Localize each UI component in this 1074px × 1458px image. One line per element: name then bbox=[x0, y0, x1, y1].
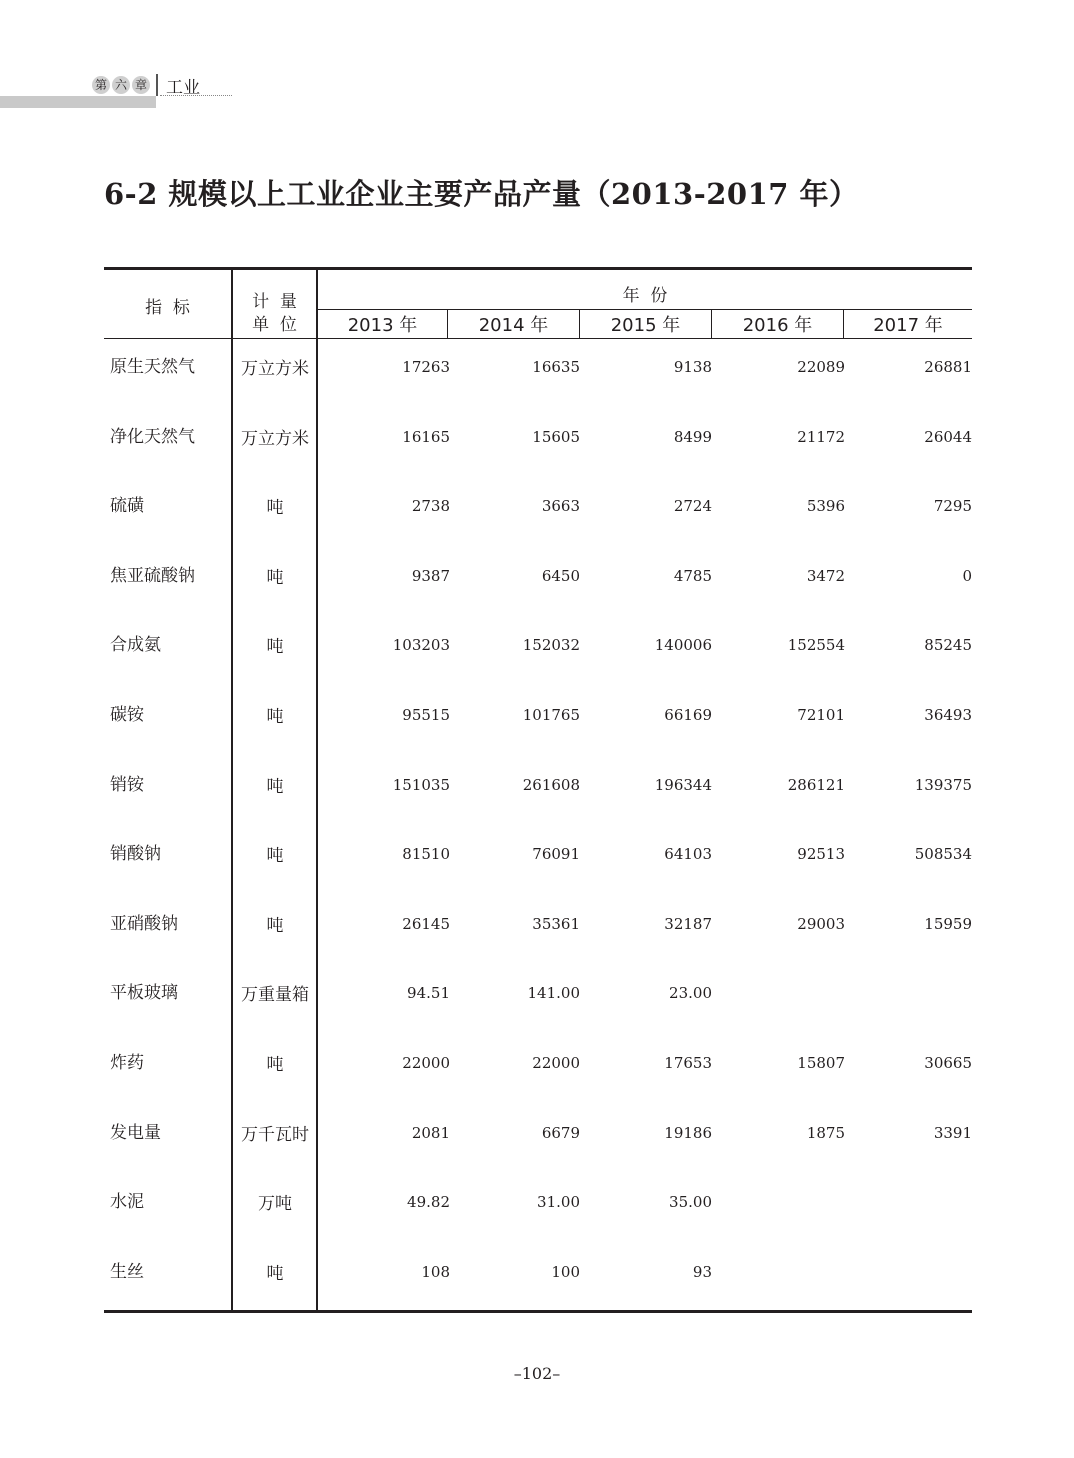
value-cell: 22000 bbox=[402, 1054, 450, 1072]
value-cell: 9138 bbox=[673, 358, 712, 376]
unit-cell: 吨 bbox=[266, 637, 284, 657]
indicator-name: 发电量 bbox=[110, 1123, 161, 1143]
header-indicator: 指 标 bbox=[145, 298, 190, 318]
value-cell: 30665 bbox=[924, 1054, 972, 1072]
indicator-name: 水泥 bbox=[110, 1192, 144, 1212]
value-cell: 286121 bbox=[787, 776, 845, 794]
value-cell: 2081 bbox=[411, 1124, 450, 1142]
table-top-rule bbox=[104, 267, 972, 270]
year-header: 2017 年 bbox=[873, 315, 943, 336]
value-cell: 0 bbox=[962, 567, 972, 585]
header-bottom-rule bbox=[104, 338, 972, 339]
value-cell: 95515 bbox=[402, 706, 450, 724]
indicator-name: 硫磺 bbox=[110, 496, 144, 516]
indicator-name: 炸药 bbox=[110, 1053, 144, 1073]
header-band bbox=[0, 96, 156, 108]
table-row bbox=[104, 1257, 972, 1287]
unit-cell: 吨 bbox=[266, 846, 284, 866]
table-row bbox=[104, 352, 972, 382]
indicator-name: 销铵 bbox=[110, 775, 144, 795]
year-header: 2013 年 bbox=[347, 315, 418, 336]
indicator-name: 平板玻璃 bbox=[110, 983, 178, 1003]
value-cell: 17653 bbox=[664, 1054, 712, 1072]
indicator-name: 销酸钠 bbox=[110, 844, 161, 864]
unit-cell: 吨 bbox=[266, 777, 284, 797]
chapter-badge bbox=[92, 74, 150, 96]
value-cell: 16165 bbox=[402, 428, 450, 446]
value-cell: 81510 bbox=[402, 845, 450, 863]
table-row bbox=[104, 491, 972, 521]
indicator-name: 亚硝酸钠 bbox=[110, 914, 178, 934]
value-cell: 1875 bbox=[806, 1124, 845, 1142]
unit-cell: 万立方米 bbox=[241, 429, 309, 449]
value-cell: 66169 bbox=[664, 706, 712, 724]
value-cell: 3472 bbox=[806, 567, 845, 585]
indicator-name: 焦亚硫酸钠 bbox=[110, 566, 195, 586]
value-cell: 31.00 bbox=[537, 1193, 580, 1211]
header-year-group: 年 份 bbox=[622, 286, 668, 306]
value-cell: 35361 bbox=[532, 915, 580, 933]
value-cell: 93 bbox=[692, 1263, 712, 1281]
value-cell: 64103 bbox=[664, 845, 712, 863]
value-cell: 2738 bbox=[411, 497, 450, 515]
value-cell: 94.51 bbox=[407, 984, 450, 1002]
page-title: 6-2 规模以上工业企业主要产品产量（2013-2017 年） bbox=[104, 177, 859, 211]
indicator-name: 合成氨 bbox=[110, 635, 161, 655]
unit-cell: 万吨 bbox=[258, 1194, 292, 1214]
table-row bbox=[104, 770, 972, 800]
value-cell: 29003 bbox=[797, 915, 845, 933]
table-row bbox=[104, 422, 972, 452]
value-cell: 140006 bbox=[654, 636, 712, 654]
table-bottom-rule bbox=[104, 1310, 972, 1313]
header-unit-line1: 计 量 bbox=[252, 292, 297, 312]
value-cell: 139375 bbox=[914, 776, 972, 794]
value-cell: 22089 bbox=[797, 358, 845, 376]
value-cell: 4785 bbox=[673, 567, 712, 585]
value-cell: 9387 bbox=[411, 567, 450, 585]
value-cell: 15605 bbox=[532, 428, 580, 446]
table-row bbox=[104, 561, 972, 591]
value-cell: 22000 bbox=[532, 1054, 580, 1072]
value-cell: 5396 bbox=[806, 497, 845, 515]
value-cell: 152554 bbox=[787, 636, 845, 654]
value-cell: 15807 bbox=[797, 1054, 845, 1072]
value-cell: 36493 bbox=[924, 706, 972, 724]
table-row bbox=[104, 630, 972, 660]
chapter-separator bbox=[156, 74, 158, 96]
indicator-name: 原生天然气 bbox=[110, 357, 195, 377]
value-cell: 23.00 bbox=[669, 984, 712, 1002]
value-cell: 49.82 bbox=[407, 1193, 450, 1211]
value-cell: 19186 bbox=[664, 1124, 712, 1142]
value-cell: 35.00 bbox=[669, 1193, 712, 1211]
year-header: 2016 年 bbox=[742, 315, 813, 336]
header-unit-line2: 单 位 bbox=[252, 315, 297, 335]
value-cell: 26044 bbox=[924, 428, 972, 446]
year-header: 2015 年 bbox=[610, 315, 681, 336]
year-header: 2014 年 bbox=[478, 315, 549, 336]
value-cell: 32187 bbox=[664, 915, 712, 933]
value-cell: 3663 bbox=[541, 497, 580, 515]
unit-cell: 吨 bbox=[266, 916, 284, 936]
value-cell: 108 bbox=[421, 1263, 450, 1281]
header-dotted-rule bbox=[160, 95, 232, 96]
value-cell: 7295 bbox=[933, 497, 972, 515]
table-row bbox=[104, 1118, 972, 1148]
chapter-char: 第 bbox=[92, 76, 110, 94]
value-cell: 92513 bbox=[797, 845, 845, 863]
table-row bbox=[104, 700, 972, 730]
table-row bbox=[104, 1187, 972, 1217]
value-cell: 151035 bbox=[392, 776, 450, 794]
value-cell: 15959 bbox=[924, 915, 972, 933]
value-cell: 196344 bbox=[654, 776, 712, 794]
unit-cell: 吨 bbox=[266, 1055, 284, 1075]
value-cell: 17263 bbox=[402, 358, 450, 376]
unit-cell: 万重量箱 bbox=[241, 985, 309, 1005]
unit-cell: 吨 bbox=[266, 707, 284, 727]
value-cell: 100 bbox=[551, 1263, 580, 1281]
value-cell: 508534 bbox=[914, 845, 972, 863]
value-cell: 8499 bbox=[673, 428, 712, 446]
indicator-name: 碳铵 bbox=[110, 705, 144, 725]
header-subrule bbox=[318, 309, 972, 310]
table-row bbox=[104, 839, 972, 869]
value-cell: 26881 bbox=[924, 358, 972, 376]
page-number: –102– bbox=[513, 1364, 561, 1383]
unit-cell: 万千瓦时 bbox=[241, 1125, 309, 1145]
value-cell: 16635 bbox=[532, 358, 580, 376]
unit-cell: 吨 bbox=[266, 568, 284, 588]
unit-cell: 吨 bbox=[266, 498, 284, 518]
unit-cell: 吨 bbox=[266, 1264, 284, 1284]
unit-cell: 万立方米 bbox=[241, 359, 309, 379]
table-row bbox=[104, 978, 972, 1008]
value-cell: 85245 bbox=[924, 636, 972, 654]
value-cell: 2724 bbox=[673, 497, 712, 515]
value-cell: 6679 bbox=[541, 1124, 580, 1142]
indicator-name: 生丝 bbox=[110, 1262, 144, 1282]
value-cell: 141.00 bbox=[527, 984, 580, 1002]
chapter-char: 章 bbox=[132, 76, 150, 94]
value-cell: 3391 bbox=[933, 1124, 972, 1142]
chapter-char: 六 bbox=[112, 76, 130, 94]
value-cell: 261608 bbox=[522, 776, 580, 794]
chapter-name: 工业 bbox=[166, 78, 200, 98]
value-cell: 101765 bbox=[522, 706, 580, 724]
value-cell: 26145 bbox=[402, 915, 450, 933]
value-cell: 76091 bbox=[532, 845, 580, 863]
indicator-name: 净化天然气 bbox=[110, 427, 195, 447]
value-cell: 152032 bbox=[522, 636, 580, 654]
table-row bbox=[104, 1048, 972, 1078]
value-cell: 6450 bbox=[541, 567, 580, 585]
value-cell: 103203 bbox=[392, 636, 450, 654]
table-row bbox=[104, 909, 972, 939]
value-cell: 72101 bbox=[797, 706, 845, 724]
value-cell: 21172 bbox=[797, 428, 845, 446]
